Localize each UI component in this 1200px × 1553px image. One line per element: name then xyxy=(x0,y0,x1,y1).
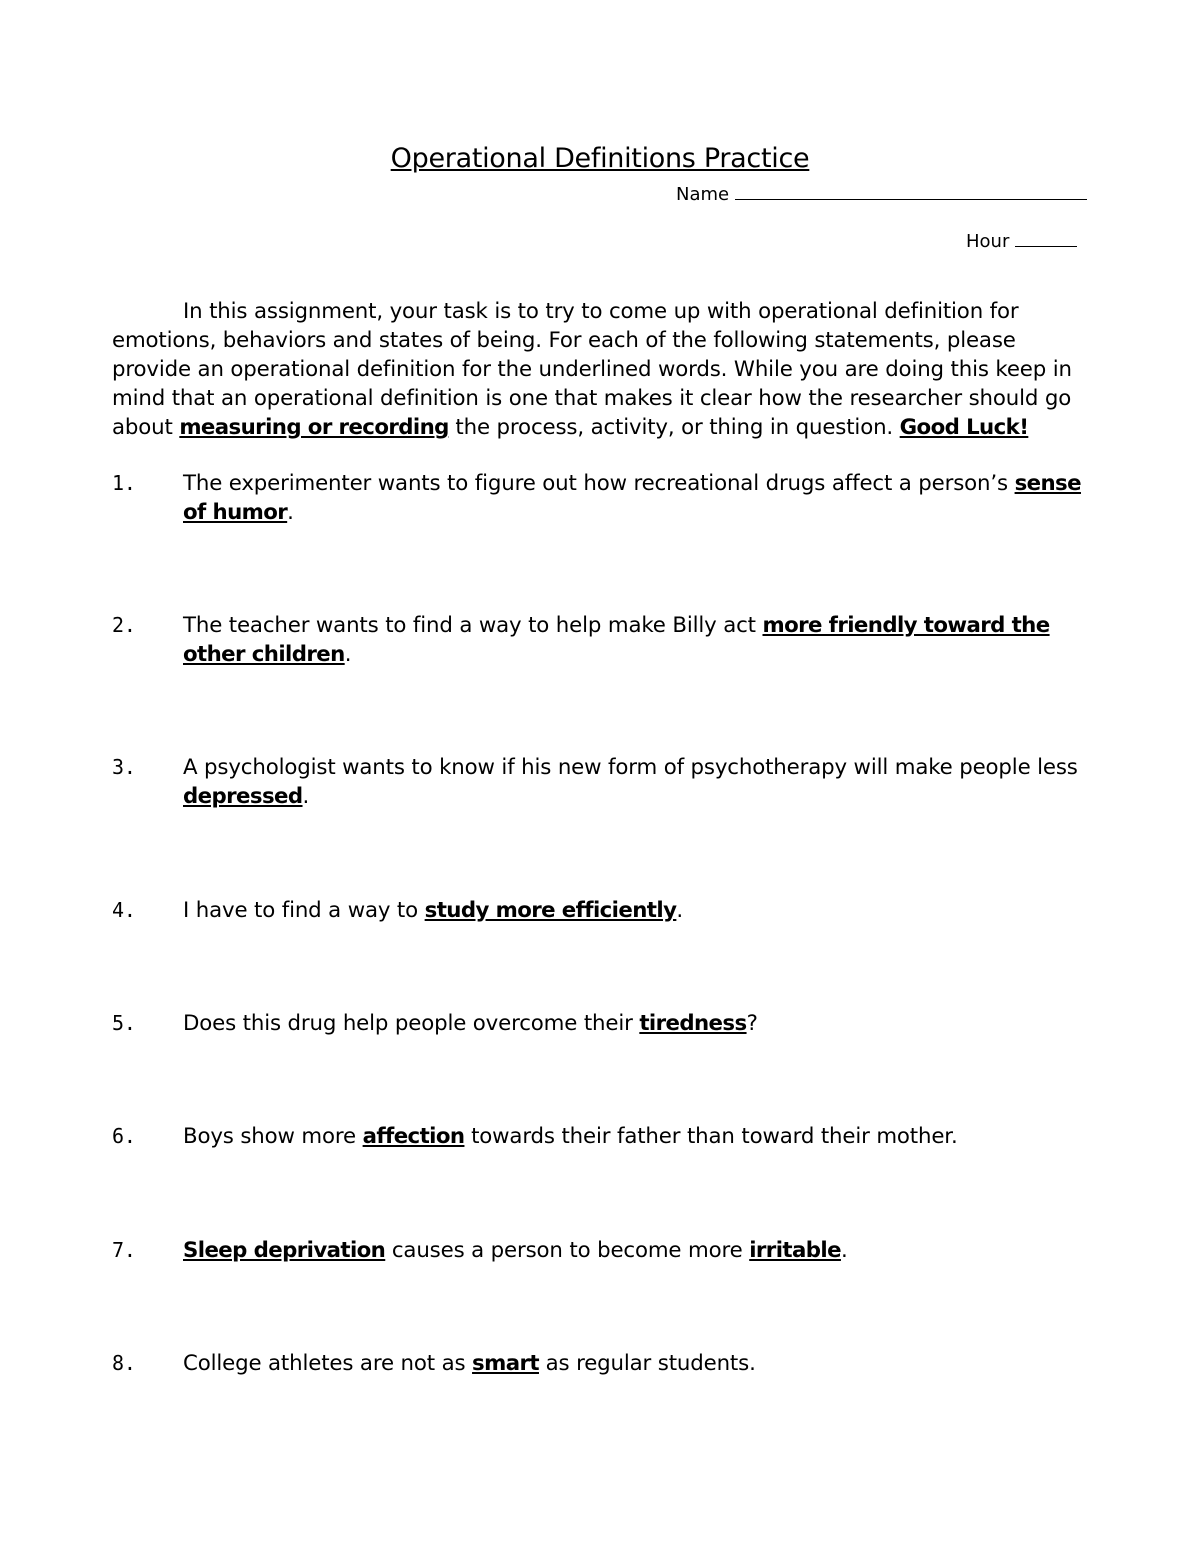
instructions-emphasis-measuring: measuring or recording xyxy=(179,415,449,440)
item-number: 1. xyxy=(112,471,136,495)
name-field xyxy=(676,181,1087,205)
item-text: The teacher wants to find a way to help make Billy act xyxy=(183,613,763,638)
item-text: I have to find a way to xyxy=(183,898,425,923)
item-text-end: . xyxy=(840,1238,848,1263)
item-underlined-term: depressed xyxy=(183,784,303,809)
item-underlined-term: study more efficiently xyxy=(424,898,677,923)
item-number: 7. xyxy=(112,1238,136,1262)
item-underlined-term: affection xyxy=(362,1124,465,1149)
hour-field xyxy=(966,228,1077,252)
item-text-end: . xyxy=(287,500,294,525)
item-text-middle: causes a person to become more xyxy=(385,1238,750,1263)
item-statement xyxy=(183,1122,1087,1151)
instructions-emphasis-good-luck: Good Luck! xyxy=(899,415,1029,440)
item-underlined-term: more friendly toward the other children xyxy=(183,613,1050,667)
item-underlined-term: sense of humor xyxy=(183,471,1081,525)
item-text-end: . xyxy=(676,898,683,923)
item-text: Boys show more xyxy=(183,1124,363,1149)
item-underlined-term: Sleep deprivation xyxy=(183,1238,386,1263)
item-number: 3. xyxy=(112,755,136,779)
item-underlined-term: smart xyxy=(472,1351,539,1376)
item-number: 4. xyxy=(112,898,136,922)
hour-label: Hour xyxy=(966,231,1010,252)
item-number: 8. xyxy=(112,1351,136,1375)
item-statement xyxy=(183,753,1087,811)
instructions-paragraph xyxy=(112,297,1087,442)
item-underlined-term-2: irritable xyxy=(749,1238,841,1263)
item-underlined-term: tiredness xyxy=(639,1011,747,1036)
item-text: Does this drug help people overcome their xyxy=(183,1011,640,1036)
name-blank-line[interactable] xyxy=(735,181,1087,200)
item-statement xyxy=(183,1009,1087,1038)
item-number: 5. xyxy=(112,1011,136,1035)
item-statement xyxy=(183,1236,1087,1265)
item-statement xyxy=(183,611,1087,669)
item-text-end: . xyxy=(302,784,310,809)
instructions-text-1: In this assignment, your task is to try to come up with operational definition for emotions, behaviors and states of being. For each of the following statements, please provide an operational definition for the underlined words. While you are doing this keep in mind that an operational definition is one that makes it clear how the researcher should go about xyxy=(112,299,1072,440)
item-number: 2. xyxy=(112,613,136,637)
item-text: A psychologist wants to know if his new form of psychotherapy will make people less xyxy=(183,755,1078,780)
item-text-end: . xyxy=(344,642,352,667)
instructions-text-2: the process, activity, or thing in question. xyxy=(448,415,900,440)
item-text-end: towards their father than toward their mother. xyxy=(464,1124,958,1149)
item-text: The experimenter wants to figure out how recreational drugs affect a person’s xyxy=(183,471,1015,496)
item-statement xyxy=(183,896,1087,925)
hour-blank-line[interactable] xyxy=(1015,228,1077,247)
item-statement xyxy=(183,1349,1087,1378)
item-text-end: ? xyxy=(746,1011,758,1036)
item-text: College athletes are not as xyxy=(183,1351,473,1376)
name-label: Name xyxy=(676,184,730,205)
item-number: 6. xyxy=(112,1124,136,1148)
item-statement xyxy=(183,469,1087,527)
page-title: Operational Definitions Practice xyxy=(390,143,810,174)
item-text-end: as regular students. xyxy=(538,1351,756,1376)
